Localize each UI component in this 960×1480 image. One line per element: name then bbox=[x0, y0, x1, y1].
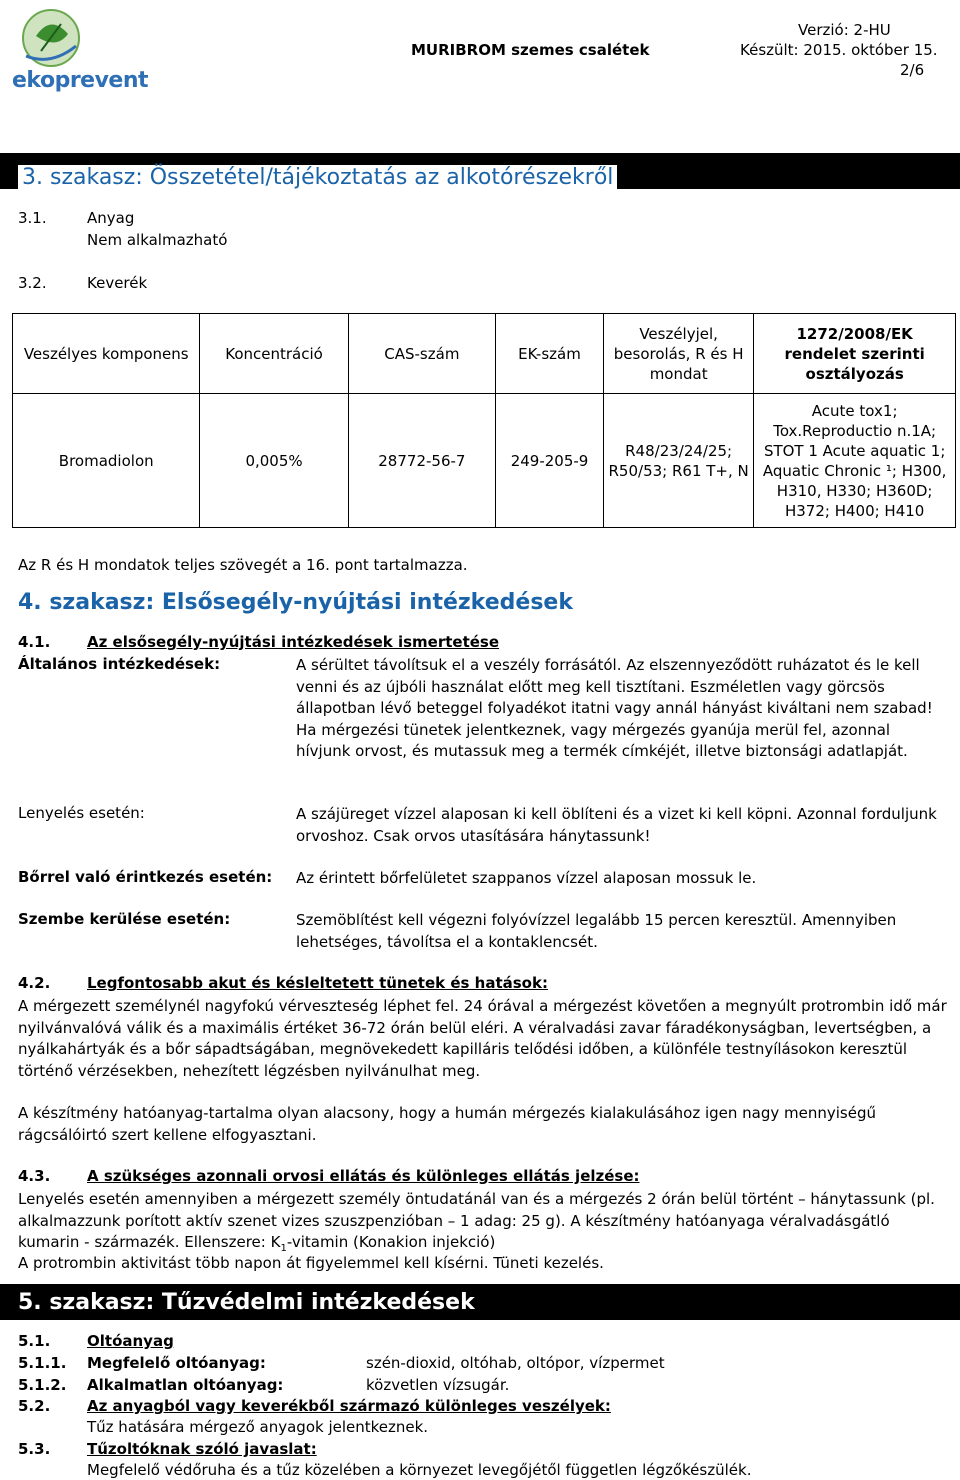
general-text: A sérültet távolítsuk el a veszély forrásától. Az elszennyeződött ruházatot és le kell venni és az újbóli használat előtt meg kell tisztítani. Eszméletlen vagy görcsös állapotban lévő beteggel folyadékot itatni vagy annál hányást kiváltani nem szabad! Ha mérgezési tünetek jelentkeznek, vagy mérgezés gyanúja merül fel, azonnal hívjunk orvost, és mutassuk meg a termék címkéjét, illetve biztonsági adatlapját. bbox=[296, 656, 933, 760]
general-label: Általános intézkedések: bbox=[18, 655, 221, 673]
s43-paragraph-2: A protrombin aktivitást több napon át figyelemmel kell kísérni. Tüneti kezelés. bbox=[18, 1254, 604, 1272]
s43-paragraph-1 bbox=[18, 1189, 948, 1260]
th-concentration: Koncentráció bbox=[200, 314, 348, 394]
s32-num: 3.2. bbox=[18, 274, 47, 292]
s511-label: Megfelelő oltóanyag: bbox=[87, 1354, 266, 1372]
section5-title: 5. szakasz: Tűzvédelmi intézkedések bbox=[18, 1290, 475, 1315]
s52-title: Az anyagból vagy keverékből származó különleges veszélyek: bbox=[87, 1397, 611, 1415]
s52-num: 5.2. bbox=[18, 1397, 51, 1415]
cell-component: Bromadiolon bbox=[13, 394, 200, 528]
ingestion-label: Lenyelés esetén: bbox=[18, 804, 145, 822]
s42-paragraph-2: A készítmény hatóanyag-tartalma olyan alacsony, hogy a humán mérgezés kialakulásához igen nagy mennyiségű rágcsálóirtó szert kellene elfogyasztani. bbox=[18, 1104, 876, 1144]
s43-text-a: Lenyelés esetén amennyiben a mérgezett személy öntudatánál van és a mérgezés 2 órán belül történt – hánytassunk (pl. alkalmazzunk porított aktív szenet vizes szuszpenzióban – 1 adag: 25 g). A készítmény hatóanyaga véralvadásgátló kumarin - származék. Ellenszere: K bbox=[18, 1190, 935, 1251]
s43-title: A szükséges azonnali orvosi ellátás és különleges ellátás jelzése: bbox=[87, 1167, 640, 1185]
cell-cas: 28772-56-7 bbox=[348, 394, 495, 528]
cell-hazard: R48/23/24/25; R50/53; R61 T+, N bbox=[603, 394, 753, 528]
s42-paragraph-1: A mérgezett személynél nagyfokú vérveszteség léphet fel. 24 órával a mérgezést követően a megnyúlt protrombin idő már nyilvánvalóvá válik és a maximális értéket 36-72 órán belül eléri. A véralvadási zavar fáradékonyságban, levertségben, a nyálkahártyák és a bőr sápadtságában, megnövekedett kapilláris telődési időben, a különféle testnyílásokon keresztül történő vérzésekben, nehezített légzésben nyilvánulhat meg. bbox=[18, 997, 947, 1080]
s53-text: Megfelelő védőruha és a tűz közelében a környezet levegőjétől független légzőkészülék. bbox=[87, 1461, 752, 1479]
section3-title: 3. szakasz: Összetétel/tájékoztatás az alkotórészekről bbox=[18, 165, 617, 190]
logo-text: ekoprevent bbox=[12, 68, 149, 93]
eye-label: Szembe kerülése esetén: bbox=[18, 910, 231, 928]
s51-title: Oltóanyag bbox=[87, 1332, 174, 1350]
s511-value: szén-dioxid, oltóhab, oltópor, vízpermet bbox=[366, 1354, 665, 1372]
s511-num: 5.1.1. bbox=[18, 1354, 67, 1372]
s512-value: közvetlen vízsugár. bbox=[366, 1376, 510, 1394]
s31-text: Nem alkalmazható bbox=[87, 231, 228, 249]
s41-num: 4.1. bbox=[18, 633, 51, 651]
s512-num: 5.1.2. bbox=[18, 1376, 67, 1394]
th-cas: CAS-szám bbox=[348, 314, 495, 394]
cell-ek: 249-205-9 bbox=[496, 394, 604, 528]
skin-text: Az érintett bőrfelületet szappanos vízzel alaposan mossuk le. bbox=[296, 869, 757, 887]
rh-note: Az R és H mondatok teljes szövegét a 16. pont tartalmazza. bbox=[18, 556, 468, 574]
cell-concentration: 0,005% bbox=[200, 394, 348, 528]
s512-label: Alkalmatlan oltóanyag: bbox=[87, 1376, 284, 1394]
th-component: Veszélyes komponens bbox=[13, 314, 200, 394]
s43-text-b: -vitamin (Konakion injekció) bbox=[286, 1233, 496, 1251]
th-regulation: 1272/2008/EK rendelet szerinti osztályozás bbox=[754, 314, 956, 394]
s32-title: Keverék bbox=[87, 274, 148, 292]
product-name: MURIBROM szemes csalétek bbox=[411, 41, 650, 59]
page-number: 2/6 bbox=[900, 61, 925, 79]
s53-title: Tűzoltóknak szóló javaslat: bbox=[87, 1440, 317, 1458]
th-ek: EK-szám bbox=[496, 314, 604, 394]
version-label: Verzió: 2-HU bbox=[798, 21, 891, 39]
section4-title: 4. szakasz: Elsősegély-nyújtási intézkedések bbox=[18, 590, 573, 615]
s31-title: Anyag bbox=[87, 209, 135, 227]
composition-table bbox=[12, 313, 956, 528]
s41-title: Az elsősegély-nyújtási intézkedések ismertetése bbox=[87, 633, 500, 651]
eye-text: Szemöblítést kell végezni folyóvízzel legalább 15 percen keresztül. Amennyiben lehetséges, távolítsa el a kontaklencsét. bbox=[296, 911, 897, 951]
company-logo bbox=[6, 6, 156, 96]
s43-subscript: 1 bbox=[280, 1243, 287, 1254]
ingestion-text: A szájüreget vízzel alaposan ki kell öblíteni és a vizet ki kell köpni. Azonnal forduljunk orvoshoz. Csak orvos utasítására hánytassunk! bbox=[296, 805, 937, 845]
s42-title: Legfontosabb akut és késleltetett tünetek és hatások: bbox=[87, 974, 548, 992]
th-hazard: Veszélyjel, besorolás, R és H mondat bbox=[603, 314, 753, 394]
s42-num: 4.2. bbox=[18, 974, 51, 992]
cell-regulation: Acute tox1; Tox.Reproductio n.1A; STOT 1 Acute aquatic 1; Aquatic Chronic ¹; H300, H310, H330; H360D; H372; H400; H410 bbox=[754, 394, 956, 528]
s51-num: 5.1. bbox=[18, 1332, 51, 1350]
s52-text: Tűz hatására mérgező anyagok jelentkeznek. bbox=[87, 1418, 429, 1436]
skin-label: Bőrrel való érintkezés esetén: bbox=[18, 868, 273, 886]
s43-num: 4.3. bbox=[18, 1167, 51, 1185]
date-label: Készült: 2015. október 15. bbox=[740, 41, 938, 59]
s31-num: 3.1. bbox=[18, 209, 47, 227]
s53-num: 5.3. bbox=[18, 1440, 51, 1458]
